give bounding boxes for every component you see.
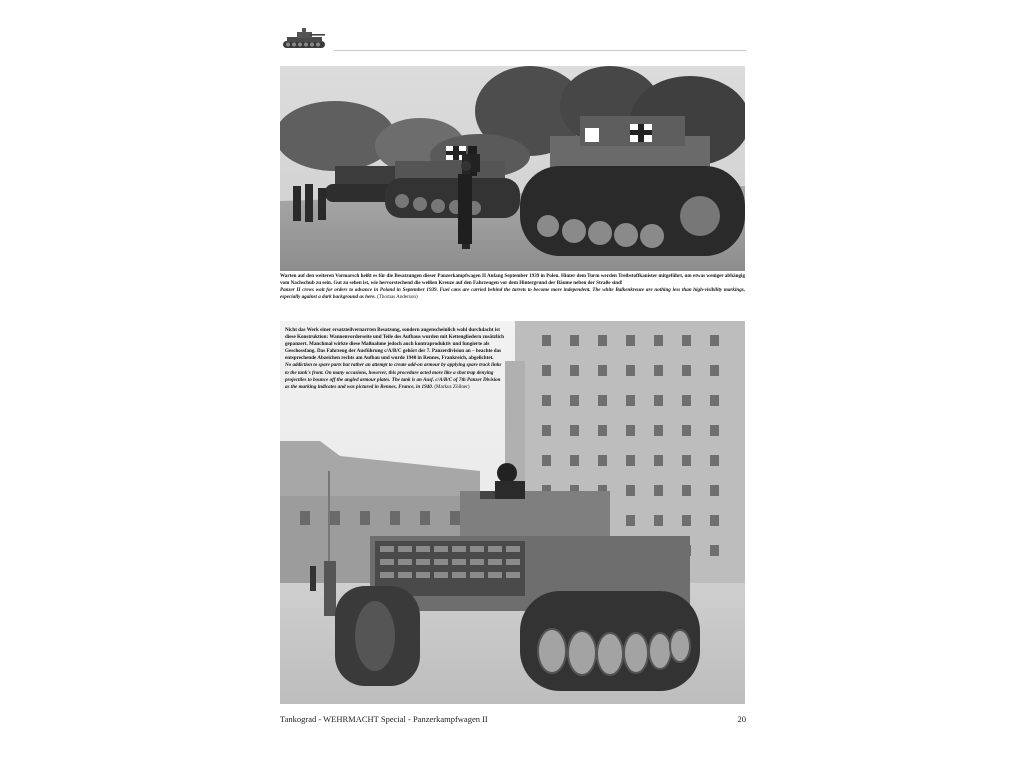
photo-caption-top	[280, 273, 745, 301]
header-rule	[334, 50, 746, 51]
caption-german-text: Nicht das Werk einer ersatzteilvernarrten Besatzung, sondern augenscheinlich wohl durchdacht ist diese Konstruktion: Wannenvorderseite und Teile des Aufbaus wurden mit Kettengliedern zusätzlich gepanzert. Manchmal wirkte diese Maßnahme jedoch auch kontraproduktiv und fungierte als Geschossfang. Das Fahrzeug der Ausführung c/A/B/C gehört der 7. Panzerdivision an – beachte das entsprechende Abzeichen rechts am Aufbau und wurde 1940 in Rennes, Frankreich, abgelichtet.	[285, 327, 504, 362]
caption-english-text: No addiction to spare parts but rather an attempt to create add-on armour by applying spare track links to the tank's front. On many occasions, however, this procedure acted more like a shot trap denying projectiles to bounce off the angled armour plates. The tank is an Ausf. c/A/B/C of 7th Panzer Division as the marking indicates and was pictured in Rennes, France, in 1940.	[285, 362, 502, 390]
photo-caption-bottom	[285, 327, 505, 391]
caption-german-text: Warten auf den weiteren Vormarsch heißt es für die Besatzungen dieser Panzerkampfwagen II Anfang September 1939 in Polen. Hinter dem Turm werden Treibstoffkanister mitgeführt, um etwas weniger abhängig vom Nachschub zu sein. Gut zu sehen ist, wie hervorstechend die weißen Kreuze auf den Fahrzeugen vor dem Hintergrund der Bäume neben der Straße sind!	[280, 273, 745, 287]
photo-tanks-on-road	[280, 66, 745, 271]
page-number: 20	[737, 714, 746, 724]
photo-credit: (Markus Zöllner)	[434, 383, 470, 390]
footer-series-title: Tankograd - WEHRMACHT Special - Panzerkampfwagen II	[280, 714, 488, 724]
tank-silhouette-icon	[279, 26, 329, 52]
photo-credit: (Thomas Anderson)	[377, 294, 418, 301]
caption-english-text: Panzer II crews wait for orders to advance in Poland in September 1939. Fuel cans are carried behind the turrets to become more independent. The white Balkenkreuze are nothing less than high-visibility markings, especially against a dark background as here.	[280, 287, 745, 301]
